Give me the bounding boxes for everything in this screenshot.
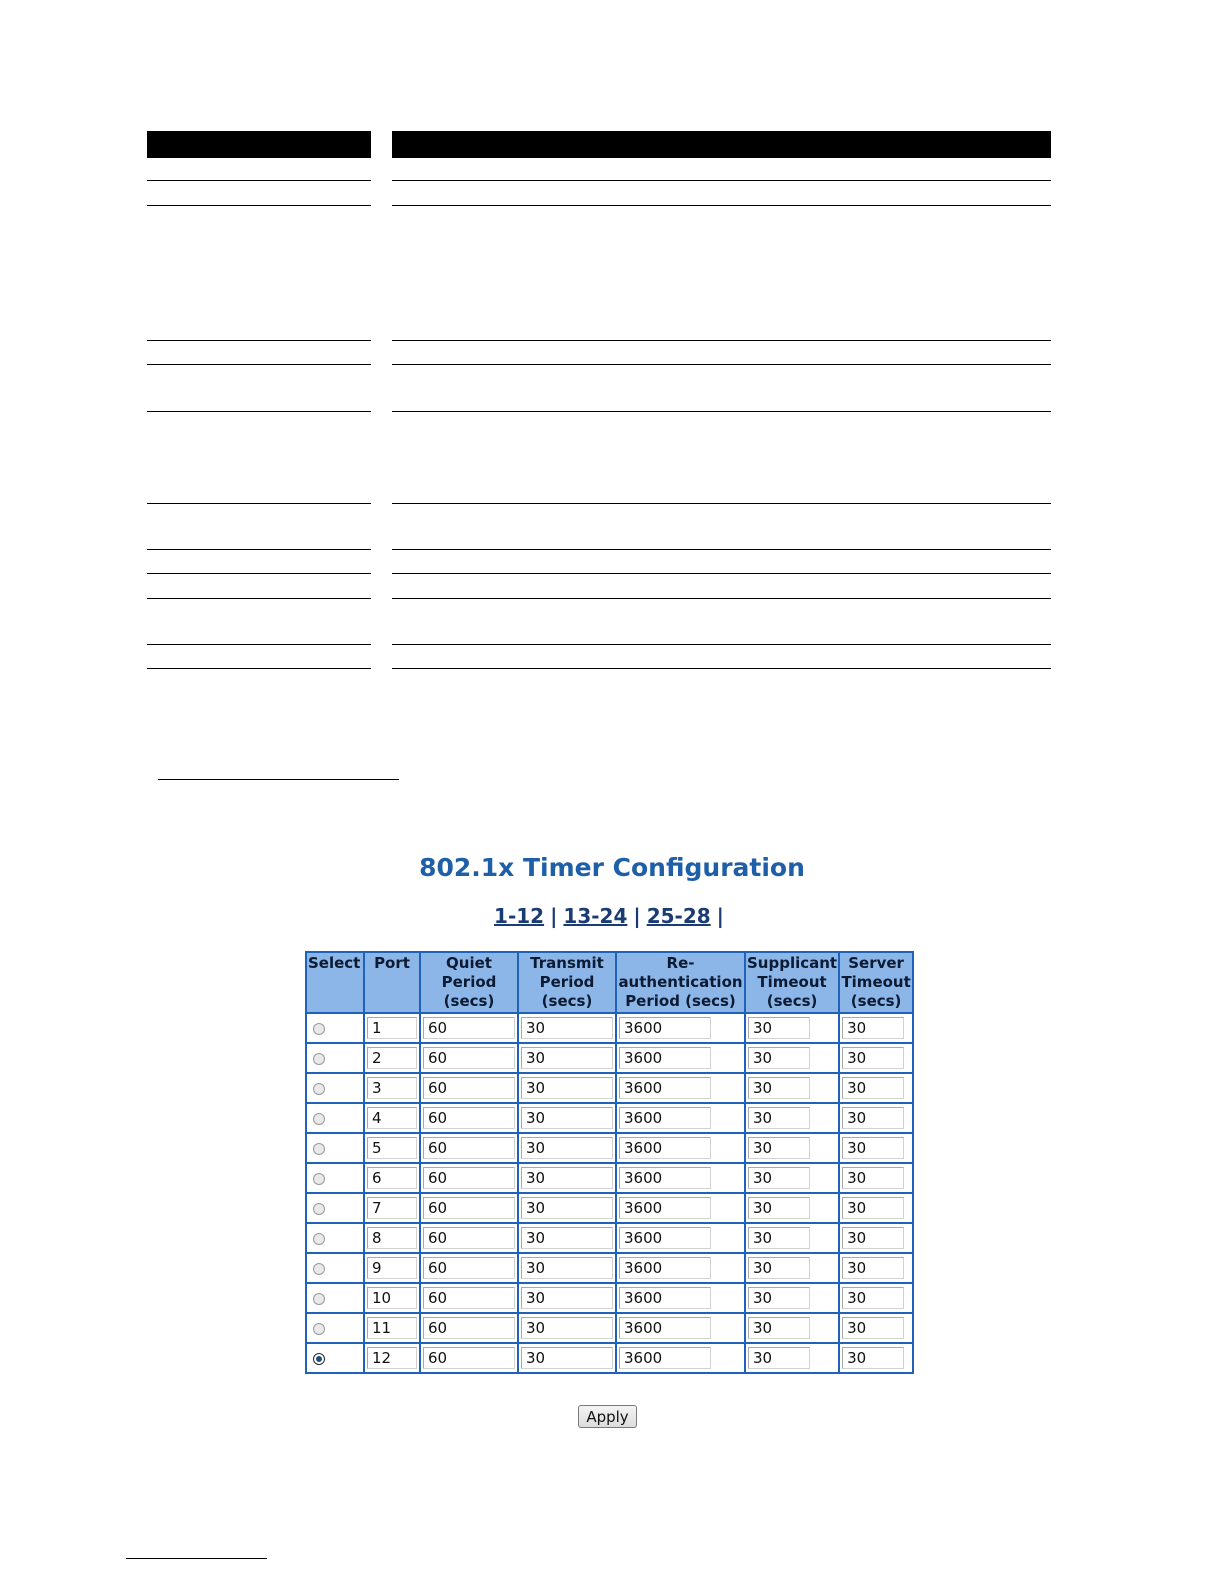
supplicant-timeout-input[interactable] bbox=[748, 1077, 810, 1099]
reauth-period-cell bbox=[616, 1193, 745, 1223]
nav-separator: | bbox=[633, 904, 641, 928]
quiet-period-cell bbox=[420, 1073, 518, 1103]
apply-button[interactable]: Apply bbox=[578, 1405, 637, 1428]
supplicant-timeout-input[interactable] bbox=[748, 1047, 810, 1069]
server-timeout-input[interactable] bbox=[842, 1017, 904, 1039]
doc-rule bbox=[392, 668, 1051, 669]
quiet-period-cell bbox=[420, 1253, 518, 1283]
column-header-transmit-period: Transmit Period (secs) bbox=[518, 952, 616, 1013]
transmit-period-cell bbox=[518, 1223, 616, 1253]
reauth-period-cell bbox=[616, 1283, 745, 1313]
port-cell bbox=[364, 1103, 420, 1133]
transmit-period-input[interactable] bbox=[521, 1287, 613, 1309]
column-header-reauth-period: Re-authentication Period (secs) bbox=[616, 952, 745, 1013]
quiet-period-cell bbox=[420, 1313, 518, 1343]
quiet-period-input[interactable] bbox=[423, 1017, 515, 1039]
reauth-period-input[interactable] bbox=[619, 1077, 711, 1099]
supplicant-timeout-cell bbox=[745, 1283, 839, 1313]
row-select-radio[interactable] bbox=[313, 1053, 325, 1065]
supplicant-timeout-cell bbox=[745, 1223, 839, 1253]
transmit-period-input[interactable] bbox=[521, 1317, 613, 1339]
server-timeout-input[interactable] bbox=[842, 1287, 904, 1309]
reauth-period-input[interactable] bbox=[619, 1017, 711, 1039]
doc-rule bbox=[392, 411, 1051, 412]
transmit-period-cell bbox=[518, 1193, 616, 1223]
row-select-radio[interactable] bbox=[313, 1113, 325, 1125]
server-timeout-cell bbox=[839, 1283, 913, 1313]
timer-config-table bbox=[305, 951, 914, 1374]
reauth-period-input[interactable] bbox=[619, 1257, 711, 1279]
port-field[interactable] bbox=[367, 1347, 417, 1369]
doc-rule bbox=[147, 549, 371, 550]
port-cell bbox=[364, 1193, 420, 1223]
reauth-period-cell bbox=[616, 1253, 745, 1283]
quiet-period-input[interactable] bbox=[423, 1227, 515, 1249]
supplicant-timeout-input[interactable] bbox=[748, 1257, 810, 1279]
select-cell bbox=[306, 1133, 364, 1163]
supplicant-timeout-cell bbox=[745, 1253, 839, 1283]
row-select-radio[interactable] bbox=[313, 1263, 325, 1275]
server-timeout-input[interactable] bbox=[842, 1317, 904, 1339]
port-cell bbox=[364, 1343, 420, 1373]
transmit-period-cell bbox=[518, 1253, 616, 1283]
reauth-period-cell bbox=[616, 1013, 745, 1043]
reauth-period-cell bbox=[616, 1103, 745, 1133]
column-header-supplicant-timeout: Supplicant Timeout (secs) bbox=[745, 952, 839, 1013]
server-timeout-cell bbox=[839, 1343, 913, 1373]
supplicant-timeout-cell bbox=[745, 1343, 839, 1373]
supplicant-timeout-input[interactable] bbox=[748, 1167, 810, 1189]
select-cell bbox=[306, 1343, 364, 1373]
quiet-period-cell bbox=[420, 1343, 518, 1373]
supplicant-timeout-cell bbox=[745, 1163, 839, 1193]
reauth-period-input[interactable] bbox=[619, 1347, 711, 1369]
doc-rule bbox=[392, 364, 1051, 365]
quiet-period-cell bbox=[420, 1193, 518, 1223]
doc-rule bbox=[392, 598, 1051, 599]
doc-rule bbox=[392, 503, 1051, 504]
server-timeout-input[interactable] bbox=[842, 1257, 904, 1279]
doc-rule bbox=[392, 644, 1051, 645]
supplicant-timeout-cell bbox=[745, 1133, 839, 1163]
nav-separator: | bbox=[550, 904, 558, 928]
server-timeout-cell bbox=[839, 1313, 913, 1343]
row-select-radio[interactable] bbox=[313, 1143, 325, 1155]
table-row bbox=[306, 1343, 913, 1373]
port-range-nav bbox=[0, 904, 1224, 928]
quiet-period-cell bbox=[420, 1163, 518, 1193]
select-cell bbox=[306, 1013, 364, 1043]
quiet-period-input[interactable] bbox=[423, 1107, 515, 1129]
table-row bbox=[306, 1313, 913, 1343]
transmit-period-input[interactable] bbox=[521, 1257, 613, 1279]
supplicant-timeout-cell bbox=[745, 1313, 839, 1343]
port-cell bbox=[364, 1223, 420, 1253]
transmit-period-input[interactable] bbox=[521, 1017, 613, 1039]
doc-rule bbox=[392, 573, 1051, 574]
select-cell bbox=[306, 1163, 364, 1193]
table-row bbox=[306, 1163, 913, 1193]
table-row bbox=[306, 1283, 913, 1313]
server-timeout-cell bbox=[839, 1163, 913, 1193]
doc-rule bbox=[147, 668, 371, 669]
port-field[interactable] bbox=[367, 1287, 417, 1309]
table-row bbox=[306, 1043, 913, 1073]
transmit-period-input[interactable] bbox=[521, 1077, 613, 1099]
quiet-period-cell bbox=[420, 1043, 518, 1073]
port-cell bbox=[364, 1133, 420, 1163]
select-cell bbox=[306, 1073, 364, 1103]
doc-rule bbox=[147, 503, 371, 504]
reauth-period-cell bbox=[616, 1343, 745, 1373]
port-field[interactable] bbox=[367, 1317, 417, 1339]
server-timeout-cell bbox=[839, 1043, 913, 1073]
doc-rule bbox=[147, 205, 371, 206]
quiet-period-input[interactable] bbox=[423, 1077, 515, 1099]
table-row bbox=[306, 1073, 913, 1103]
column-header-quiet-period: Quiet Period (secs) bbox=[420, 952, 518, 1013]
port-cell bbox=[364, 1283, 420, 1313]
quiet-period-cell bbox=[420, 1103, 518, 1133]
transmit-period-input[interactable] bbox=[521, 1047, 613, 1069]
port-field[interactable] bbox=[367, 1017, 417, 1039]
server-timeout-input[interactable] bbox=[842, 1227, 904, 1249]
select-cell bbox=[306, 1283, 364, 1313]
page-title: 802.1x Timer Configuration bbox=[419, 853, 805, 882]
supplicant-timeout-input[interactable] bbox=[748, 1197, 810, 1219]
quiet-period-input[interactable] bbox=[423, 1287, 515, 1309]
server-timeout-cell bbox=[839, 1193, 913, 1223]
transmit-period-input[interactable] bbox=[521, 1167, 613, 1189]
port-cell bbox=[364, 1013, 420, 1043]
server-timeout-input[interactable] bbox=[842, 1197, 904, 1219]
row-select-radio[interactable] bbox=[313, 1173, 325, 1185]
column-header-server-timeout: Server Timeout (secs) bbox=[839, 952, 913, 1013]
row-select-radio[interactable] bbox=[313, 1293, 325, 1305]
select-cell bbox=[306, 1223, 364, 1253]
port-field[interactable] bbox=[367, 1077, 417, 1099]
quiet-period-cell bbox=[420, 1133, 518, 1163]
port-field[interactable] bbox=[367, 1137, 417, 1159]
port-cell bbox=[364, 1043, 420, 1073]
transmit-period-cell bbox=[518, 1343, 616, 1373]
supplicant-timeout-input[interactable] bbox=[748, 1227, 810, 1249]
server-timeout-input[interactable] bbox=[842, 1137, 904, 1159]
reauth-period-input[interactable] bbox=[619, 1107, 711, 1129]
table-row bbox=[306, 1133, 913, 1163]
supplicant-timeout-cell bbox=[745, 1013, 839, 1043]
quiet-period-input[interactable] bbox=[423, 1197, 515, 1219]
port-field[interactable] bbox=[367, 1107, 417, 1129]
reauth-period-input[interactable] bbox=[619, 1287, 711, 1309]
server-timeout-input[interactable] bbox=[842, 1077, 904, 1099]
doc-rule bbox=[392, 205, 1051, 206]
reauth-period-cell bbox=[616, 1313, 745, 1343]
transmit-period-input[interactable] bbox=[521, 1107, 613, 1129]
quiet-period-input[interactable] bbox=[423, 1347, 515, 1369]
server-timeout-input[interactable] bbox=[842, 1047, 904, 1069]
transmit-period-cell bbox=[518, 1073, 616, 1103]
supplicant-timeout-input[interactable] bbox=[748, 1137, 810, 1159]
doc-rule bbox=[392, 549, 1051, 550]
doc-rule bbox=[147, 644, 371, 645]
select-cell bbox=[306, 1043, 364, 1073]
supplicant-timeout-input[interactable] bbox=[748, 1287, 810, 1309]
transmit-period-cell bbox=[518, 1133, 616, 1163]
port-cell bbox=[364, 1073, 420, 1103]
footnote-rule bbox=[126, 1558, 267, 1559]
nav-link-13-24[interactable]: 13-24 bbox=[563, 904, 628, 928]
row-select-radio[interactable] bbox=[313, 1083, 325, 1095]
supplicant-timeout-cell bbox=[745, 1193, 839, 1223]
reauth-period-input[interactable] bbox=[619, 1317, 711, 1339]
table-body bbox=[306, 1013, 913, 1373]
supplicant-timeout-cell bbox=[745, 1103, 839, 1133]
server-timeout-cell bbox=[839, 1103, 913, 1133]
quiet-period-input[interactable] bbox=[423, 1257, 515, 1279]
transmit-period-input[interactable] bbox=[521, 1197, 613, 1219]
reauth-period-input[interactable] bbox=[619, 1167, 711, 1189]
doc-rule bbox=[147, 364, 371, 365]
doc-rule bbox=[147, 598, 371, 599]
server-timeout-cell bbox=[839, 1013, 913, 1043]
section-underline bbox=[158, 779, 399, 780]
transmit-period-cell bbox=[518, 1163, 616, 1193]
server-timeout-input[interactable] bbox=[842, 1107, 904, 1129]
supplicant-timeout-cell bbox=[745, 1073, 839, 1103]
port-cell bbox=[364, 1163, 420, 1193]
select-cell bbox=[306, 1253, 364, 1283]
quiet-period-input[interactable] bbox=[423, 1167, 515, 1189]
row-select-radio[interactable] bbox=[313, 1323, 325, 1335]
server-timeout-cell bbox=[839, 1133, 913, 1163]
transmit-period-input[interactable] bbox=[521, 1227, 613, 1249]
quiet-period-cell bbox=[420, 1283, 518, 1313]
port-cell bbox=[364, 1313, 420, 1343]
row-select-radio[interactable] bbox=[313, 1203, 325, 1215]
doc-rule bbox=[147, 573, 371, 574]
port-field[interactable] bbox=[367, 1197, 417, 1219]
quiet-period-input[interactable] bbox=[423, 1317, 515, 1339]
nav-link-1-12[interactable]: 1-12 bbox=[494, 904, 545, 928]
reauth-period-input[interactable] bbox=[619, 1137, 711, 1159]
table-row bbox=[306, 1223, 913, 1253]
row-select-radio[interactable] bbox=[313, 1353, 325, 1365]
server-timeout-cell bbox=[839, 1223, 913, 1253]
table-header-row bbox=[306, 952, 913, 1013]
reauth-period-input[interactable] bbox=[619, 1047, 711, 1069]
nav-link-25-28[interactable]: 25-28 bbox=[646, 904, 711, 928]
select-cell bbox=[306, 1313, 364, 1343]
table-row bbox=[306, 1103, 913, 1133]
transmit-period-cell bbox=[518, 1043, 616, 1073]
transmit-period-cell bbox=[518, 1103, 616, 1133]
reauth-period-cell bbox=[616, 1223, 745, 1253]
quiet-period-cell bbox=[420, 1223, 518, 1253]
quiet-period-cell bbox=[420, 1013, 518, 1043]
port-field[interactable] bbox=[367, 1047, 417, 1069]
reauth-period-cell bbox=[616, 1073, 745, 1103]
column-header-port: Port bbox=[364, 952, 420, 1013]
port-cell bbox=[364, 1253, 420, 1283]
doc-table-header-left bbox=[147, 131, 371, 158]
reauth-period-cell bbox=[616, 1043, 745, 1073]
port-field[interactable] bbox=[367, 1227, 417, 1249]
select-cell bbox=[306, 1193, 364, 1223]
doc-rule bbox=[147, 411, 371, 412]
reauth-period-input[interactable] bbox=[619, 1197, 711, 1219]
doc-rule bbox=[147, 180, 371, 181]
doc-rule bbox=[147, 340, 371, 341]
nav-separator: | bbox=[716, 904, 724, 928]
column-header-select: Select bbox=[306, 952, 364, 1013]
table-row bbox=[306, 1193, 913, 1223]
transmit-period-input[interactable] bbox=[521, 1137, 613, 1159]
transmit-period-cell bbox=[518, 1313, 616, 1343]
select-cell bbox=[306, 1103, 364, 1133]
reauth-period-cell bbox=[616, 1163, 745, 1193]
table-row bbox=[306, 1253, 913, 1283]
port-field[interactable] bbox=[367, 1257, 417, 1279]
quiet-period-input[interactable] bbox=[423, 1137, 515, 1159]
reauth-period-input[interactable] bbox=[619, 1227, 711, 1249]
server-timeout-input[interactable] bbox=[842, 1347, 904, 1369]
quiet-period-input[interactable] bbox=[423, 1047, 515, 1069]
row-select-radio[interactable] bbox=[313, 1023, 325, 1035]
supplicant-timeout-input[interactable] bbox=[748, 1347, 810, 1369]
transmit-period-input[interactable] bbox=[521, 1347, 613, 1369]
supplicant-timeout-input[interactable] bbox=[748, 1107, 810, 1129]
server-timeout-input[interactable] bbox=[842, 1167, 904, 1189]
table-row bbox=[306, 1013, 913, 1043]
row-select-radio[interactable] bbox=[313, 1233, 325, 1245]
reauth-period-cell bbox=[616, 1133, 745, 1163]
port-field[interactable] bbox=[367, 1167, 417, 1189]
transmit-period-cell bbox=[518, 1013, 616, 1043]
transmit-period-cell bbox=[518, 1283, 616, 1313]
supplicant-timeout-input[interactable] bbox=[748, 1017, 810, 1039]
doc-table-header-right bbox=[392, 131, 1051, 158]
supplicant-timeout-input[interactable] bbox=[748, 1317, 810, 1339]
supplicant-timeout-cell bbox=[745, 1043, 839, 1073]
server-timeout-cell bbox=[839, 1253, 913, 1283]
doc-rule bbox=[392, 180, 1051, 181]
doc-rule bbox=[392, 340, 1051, 341]
server-timeout-cell bbox=[839, 1073, 913, 1103]
